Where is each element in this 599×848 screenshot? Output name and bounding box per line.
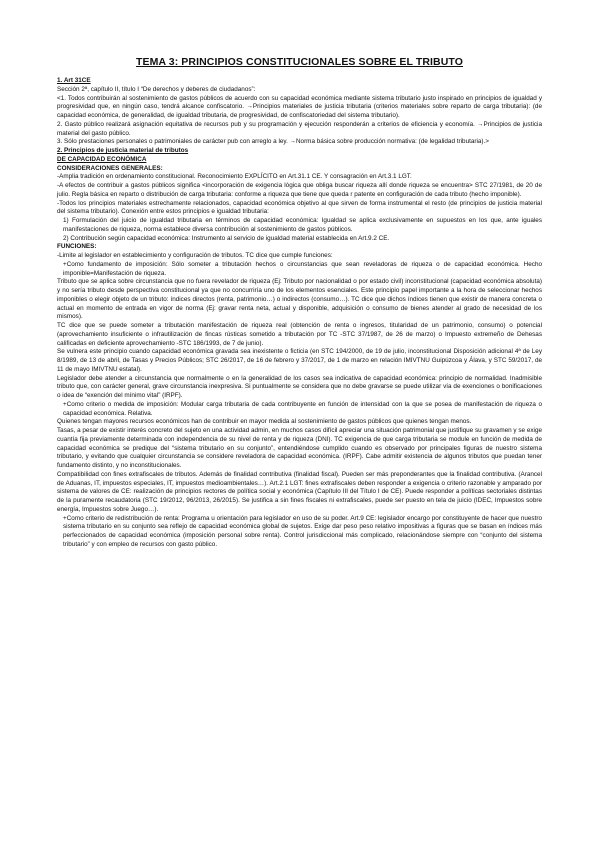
paragraph: Compatibilidad con fines extrafiscales de tributos. Además de finalidad contributiva (finalidad fiscal). Pueden ser más preponderantes que la finalidad contributiva. (Arancel de Aduanas, IT, impuestos especiales, IT, impuestos medioambientales…). Art.2.1 LGT: fines extrafiscales deben responder a exigencia o criterio razonable y amparado por sistema de valores de CE: realización de principios rectores de política social y económica (Capítulo III del Título I de CE). Puede responder a políticas sectoriales distintas de la puramente recaudatoria (STC 19/2012, 96/2013, 26/2015). Se justifica a sin fines fiscales ni extrafiscales, puede ser puesto en tela de juicio (IDEC, Impuestos sobre energía, Impuestos sobre Juego…). [57, 470, 542, 513]
indented-paragraph: +Como criterio de redistribución de renta: Programa u orientación para legislador en uso de su poder. Art.9 CE: legislador encargo por constituyente de hacer que nuestro sistema tributario en su conjunto sea reflejo de capacidad económica global de sujetos. Exige dar peso peso relativo impositivas a figuras que se basan en índices más perfeccionados de capacidad económica (imposición personal sobre renta). Control jurisdiccional más complicado, relacionándose siempre con “conjunto del sistema tributario” y con empleo de recursos con gasto público. [63, 514, 542, 548]
paragraph: 2. Gasto público realizará asignación equitativa de recursos pub y su programación y ejecución responderán a criterios de eficiencia y economía. →Principios de justicia material del gasto público. [57, 120, 542, 137]
paragraph: -Limite al legislador en establecimiento y configuración de tributos. TC dice que cumple funciones: [57, 252, 333, 259]
indented-paragraph: +Como criterio o medida de imposición: Modular carga tributaria de cada contribuyente en función de intensidad con la que se posea de manifestación de riqueza o capacidad económica. Relativa. [63, 400, 542, 417]
paragraph: Legislador debe atender a circunstancia que normalmente o en la generalidad de los casos sea indicativa de capacidad económica: principio de normalidad. Inadmisible tributo que, con carácter general, grave circunstancia inexpresiva. Si puntualmente se considera que no debe gravarse se puede utilizar vía de exenciones o bonificaciones o idea de “exención del mínimo vital” (IRPF). [57, 374, 542, 399]
paragraph: Tasas, a pesar de existir interés concreto del sujeto en una actividad admin, en muchos casos difícil apreciar una situación patrimonial que justifique su gravamen y se exige cuantía fija previamente determinada con independencia de su nivel de renta y de riqueza (DNI). TC exigencia de que carga tributaria se module en función de medida de capacidad económica se predique del “sistema tributario en su conjunto”, entendiéndose cumplido cuando es observado por principales figuras de nuestro sistema tributario, y evitando que cualquier circunstancia se considere reveladora de capacidad económica. (IRPF). Cabe admitir existencia de algunos tributos que puedan tener fundamento distinto, y no inconstitucionales. [57, 427, 542, 469]
paragraph: -A efectos de contribuir a gastos públicos significa <incorporación de exigencia lógica que obliga buscar riqueza allí donde riqueza se encuentra> STC 27/1981, de 20 de julio. Regla básica en reparto o distribución de carga tributaria: conforme a riqueza que tiene que queda r patente en configuración de cada tributo (hecho imponible). [57, 182, 542, 198]
section-heading: 2. Principios de justicia material de tributos [57, 147, 189, 154]
paragraph: TC dice que se puede someter a tributación manifestación de riqueza real (obtención de renta o ingresos, titularidad de un patrimonio, consumo) o potencial (aprovechamiento insuficiente o infrautilización de fincas rústicas sometido a tributación por TC -STC 37/1987, de 26 de marzo) o Impuesto extremeño de Dehesas calificadas en deficiente aprovechamiento -STC 186/1993, de 7 de junio). [57, 322, 542, 347]
page-title: TEMA 3: PRINCIPIOS CONSTITUCIONALES SOBRE EL TRIBUTO [135, 56, 464, 68]
paragraph: <1. Todos contribuirán al sostenimiento de gastos públicos de acuerdo con su capacidad económica mediante sistema tributario justo inspirado en principios de igualdad y progresividad que, en ningún caso, tendrá alcance confiscatorio. →Principios materiales de justicia tributaria (criterios materiales sobre reparto de carga tributaria): (de capacidad económica, de generalidad, de igualdad tributaria, de progresividad, de confiscatoriedad del sistema tributario). [57, 94, 542, 119]
section-heading: 1. Art 31CE [57, 77, 91, 84]
indented-paragraph: +Como fundamento de imposición: Sólo someter a tributación hechos o circunstancias que sean reveladoras de riqueza o de capacidad económica. Hecho imponible=Manifestación de riqueza. [63, 260, 542, 277]
document-body [57, 77, 542, 550]
subsection-heading: FUNCIONES: [57, 243, 97, 251]
section-heading: DE CAPACIDAD ECONÓMICA [57, 155, 147, 163]
paragraph: Tributo que se aplica sobre circunstancia que no fuera revelador de riqueza (Ej: Tributo por nacionalidad o por estado civil) inconstitucional (capacidad económica absoluta) y no sería tributo desde perspectiva constitucional ya que no concurriría uno de los elementos esenciales. Este principio papel importante a la hora de seleccionar hechos imponibles o elegir objeto de un tributo: índices directos (renta, patrimonio…) o indirectos (consumo…). TC dice que dichos índices tienen que existir de manera concreta o actual en momento de entrada en vigor de norma (Ej: gravar renta neta, actual y disponible, adquisición o consumo de bienes atender al grado de necesidad de los mismos). [57, 278, 542, 321]
paragraph: Quienes tengan mayores recursos económicos han de contribuir en mayor medida al sostenimiento de gastos públicos que quienes tengan menos. [57, 418, 472, 426]
indented-paragraph: 2) Contribución según capacidad económica: Instrumento al servicio de igualdad material establecida en Art.9.2 CE. [63, 234, 390, 242]
paragraph: -Amplia tradición en ordenamiento constitucional. Reconocimiento EXPLÍCITO en Art.31.1 CE. Y consagración en Art.3.1 LGT. [57, 173, 412, 181]
subsection-heading: CONSIDERACIONES GENERALES: [57, 164, 163, 172]
indented-paragraph: 1) Formulación del juicio de igualdad tributaria en términos de capacidad económica: Igualdad se aplica exclusivamente en supuestos en los que, ante iguales manifestaciones de riqueza, norma establece diversa contribución al sostenimiento de gastos públicos. [63, 217, 542, 233]
paragraph: Sección 2ª, capítulo II, título I “De derechos y deberes de ciudadanos”: [57, 85, 256, 93]
paragraph: Se vulnera este principio cuando capacidad económica gravada sea inexistente o ficticia (en STC 194/2000, de 19 de julio, inconstitucional Disposición adicional 4ª de Ley 8/1989, de 13 de abril, de Tasas y Precios Públicos; STC 26/2017, de 16 de febrero y 37/2017, de 1 de marzo en relación IMIVTNU Guipúzcoa y Álava, y STC 59/2017, de 11 de mayo IMIVTNU estatal). [57, 348, 542, 373]
paragraph: -Todos los principios materiales estrechamente relacionados, capacidad económica objetivo al que sirven de forma instrumental el resto (de principios de justicia material del sistema tributario). Conexión entre estos principios e igualdad tributaria: [57, 199, 542, 216]
paragraph: 3. Sólo prestaciones personales o patrimoniales de carácter pub con arreglo a ley. →Norma básica sobre producción normativa: (de legalidad tributaria).> [57, 138, 490, 146]
